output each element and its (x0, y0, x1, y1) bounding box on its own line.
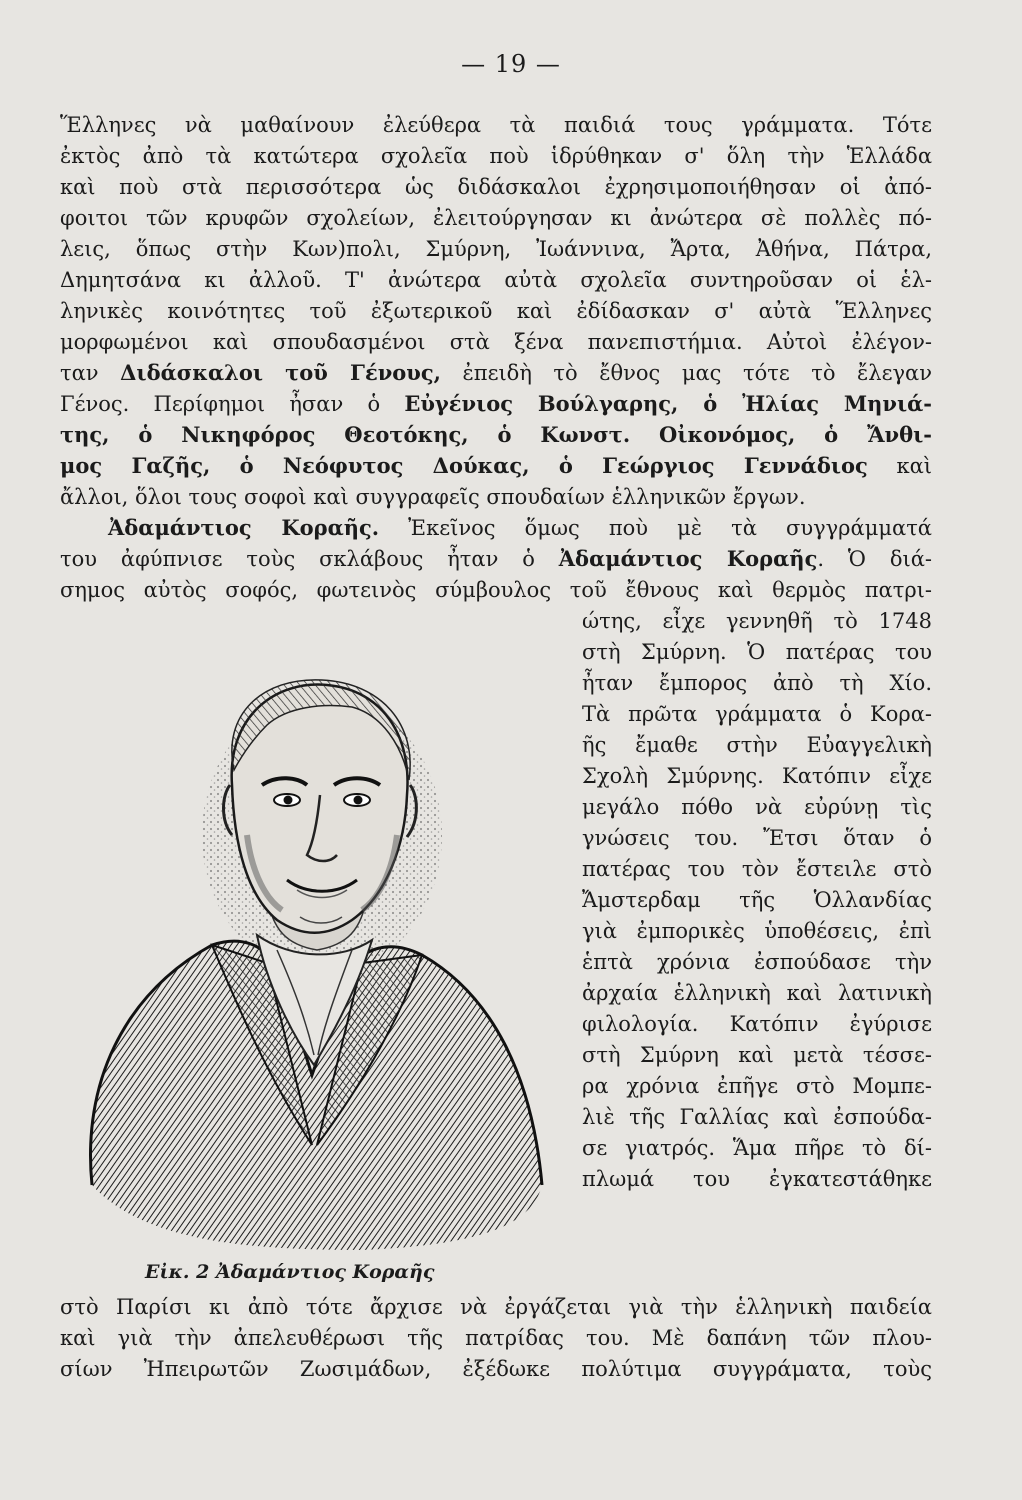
text-line: λιὲ τῆς Γαλλίας καὶ ἐσπούδα- (582, 1105, 932, 1129)
text-line: ληνικὲς κοινότητες τοῦ ἐξωτερικοῦ καὶ ἐδίδασκαν σ' αὐτὰ Ἕλληνες (60, 299, 932, 323)
text-line: φοιτοι τῶν κρυφῶν σχολείων, ἐλειτούργησαν κι ἀνώτερα σὲ πολλὲς πό- (60, 206, 932, 230)
text-line: σημος αὐτὸς σοφός, φωτεινὸς σύμβουλος τοῦ ἔθνους καὶ θερμὸς πατρι- (60, 578, 932, 602)
text-line: στὸ Παρίσι κι ἀπὸ τότε ἄρχισε νὰ ἐργάζεται γιὰ τὴν ἑλληνικὴ παιδεία (60, 1295, 932, 1319)
section-heading: Ἀδαμάντιος Κοραῆς. (108, 515, 380, 540)
page-number: — 19 — (461, 50, 561, 78)
figure-caption: Εἰκ. 2 Ἀδαμάντιος Κοραῆς (145, 1261, 435, 1283)
text-line: σε γιατρός. Ἅμα πῆρε τὸ δί- (582, 1136, 932, 1160)
bold-names: Εὐγένιος Βούλγαρης, ὁ Ἠλίας Μηνιά- (404, 391, 933, 416)
text-line: γιὰ ἐμπορικὲς ὑποθέσεις, ἐπὶ (582, 919, 932, 943)
text-line: καὶ γιὰ τὴν ἀπελευθέρωσι τῆς πατρίδας του. Μὲ δαπάνη τῶν πλου- (60, 1326, 932, 1350)
text-line: μεγάλο πόθο νὰ εὐρύνῃ τὶς (582, 795, 932, 819)
text-line: ώτης, εἶχε γεννηθῆ τὸ 1748 (582, 609, 932, 633)
text-line: στὴ Σμύρνη. Ὁ πατέρας του (582, 640, 932, 664)
text-line: της, ὁ Νικηφόρος Θεοτόκης, ὁ Κωνστ. Οἰκονόμος, ὁ Ἄνθι- (60, 422, 932, 447)
text-line (60, 391, 932, 417)
text-run: του ἀφύπνισε τοὺς σκλάβους ἦταν ὁ (60, 547, 559, 571)
portrait-illustration (62, 645, 552, 1255)
text-line: Ἄμστερδαμ τῆς Ὁλλανδίας (582, 888, 932, 912)
text-line: Δημητσάνα κι ἀλλοῦ. Τ' ἀνώτερα αὐτὰ σχολεῖα συντηροῦσαν οἱ ἑλ- (60, 268, 932, 292)
text-line (108, 515, 932, 541)
text-line: μορφωμένοι καὶ σπουδασμένοι στὰ ξένα πανεπιστήμια. Αὐτοὶ ἐλέγον- (60, 330, 932, 354)
text-run: Ἐκεῖνος ὅμως ποὺ μὲ τὰ συγγράμματά (379, 516, 932, 540)
text-line: λεις, ὅπως στὴν Κων)πολι, Σμύρνη, Ἰωάννινα, Ἄρτα, Ἀθήνα, Πάτρα, (60, 237, 932, 261)
text-run: . Ὁ διά- (817, 547, 932, 571)
text-run: Γένος. Περίφημοι ἦσαν ὁ (60, 392, 405, 416)
text-line: Ἕλληνες νὰ μαθαίνουν ἐλεύθερα τὰ παιδιά τους γράμματα. Τότε (60, 113, 932, 137)
text-line: ἀρχαία ἑλληνικὴ καὶ λατινικὴ (582, 981, 932, 1005)
bold-names: μος Γαζῆς, ὁ Νεόφυτος Δούκας, ὁ Γεώργιος Γεννάδιος (60, 453, 868, 478)
text-line: καὶ ποὺ στὰ περισσότερα ὡς διδάσκαλοι ἐχρησιμοποιήθησαν οἱ ἀπό- (60, 175, 932, 199)
text-line: γνώσεις του. Ἔτσι ὅταν ὁ (582, 826, 932, 850)
text-line (60, 360, 932, 386)
text-line: σίων Ἠπειρωτῶν Ζωσιμάδων, ἐξέδωκε πολύτιμα συγγράματα, τοὺς (60, 1357, 932, 1381)
bold-term: Διδάσκαλοι τοῦ Γένους, (120, 360, 441, 385)
text-line: Σχολὴ Σμύρνης. Κατόπιν εἶχε (582, 764, 932, 788)
text-line: ῆς ἔμαθε στὴν Εὐαγγελικὴ (582, 733, 932, 757)
text-line: Τὰ πρῶτα γράμματα ὁ Κορα- (582, 702, 932, 726)
text-line: ἄλλοι, ὅλοι τους σοφοὶ καὶ συγγραφεῖς σπουδαίων ἑλληνικῶν ἔργων. (60, 485, 806, 509)
bold-name: Ἀδαμάντιος Κοραῆς (558, 546, 818, 571)
text-line: ἑπτὰ χρόνια ἐσπούδασε τὴν (582, 950, 932, 974)
text-run: ταν (60, 361, 121, 385)
text-run: ἐπειδὴ τὸ ἔθνος μας τότε τὸ ἔλεγαν (440, 361, 932, 385)
text-line: στὴ Σμύρνη καὶ μετὰ τέσσε- (582, 1043, 932, 1067)
text-line: ρα χρόνια ἐπῆγε στὸ Μομπε- (582, 1074, 932, 1098)
text-line (60, 453, 932, 479)
text-line (60, 546, 932, 572)
text-line: πλωμά του ἐγκατεστάθηκε (582, 1167, 932, 1191)
text-line: φιλολογία. Κατόπιν ἐγύρισε (582, 1012, 932, 1036)
text-line: ἦταν ἔμπορος ἀπὸ τὴ Χίο. (582, 671, 932, 695)
text-line: ἐκτὸς ἀπὸ τὰ κατώτερα σχολεῖα ποὺ ἱδρύθηκαν σ' ὅλη τὴν Ἑλλάδα (60, 144, 932, 168)
text-run: καὶ (867, 454, 933, 478)
text-line: πατέρας του τὸν ἔστειλε στὸ (582, 857, 932, 881)
